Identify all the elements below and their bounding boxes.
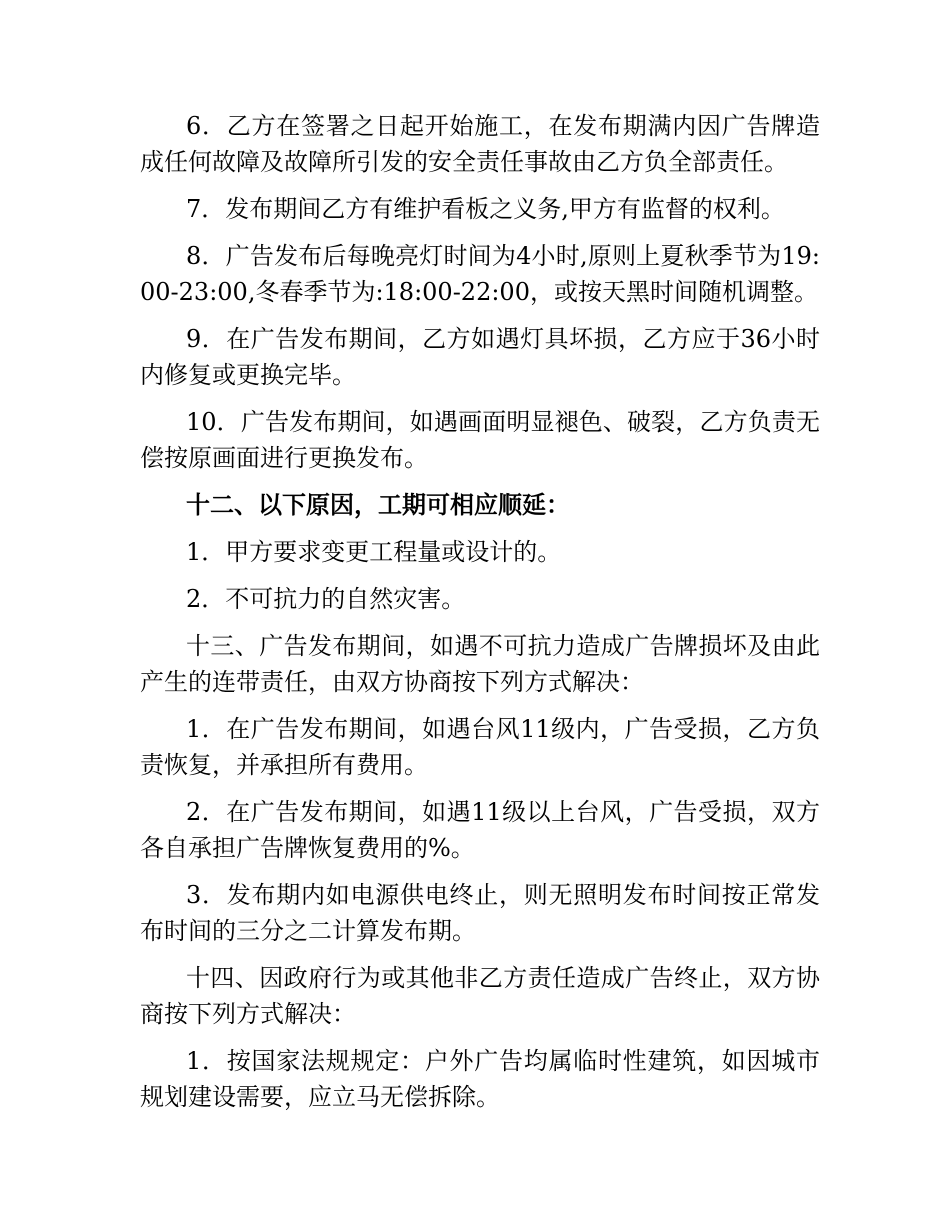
clause-10-paragraph: 10．广告发布期间，如遇画面明显褪色、破裂，乙方负责无偿按原画面进行更换发布。 (140, 408, 820, 472)
clause-8-paragraph: 8．广告发布后每晚亮灯时间为4小时,原则上夏秋季节为19:00-23:00,冬春季节为:18:00-22:00，或按天黑时间随机调整。 (140, 242, 820, 306)
clause-7-paragraph: 7．发布期间乙方有维护看板之义务,甲方有监督的权利。 (186, 195, 785, 223)
document-page (140, 108, 820, 1126)
section-12-item-2: 2．不可抗力的自然灾害。 (186, 585, 466, 613)
section-12-item-1: 1．甲方要求变更工程量或设计的。 (186, 538, 562, 566)
section-13-item-2: 2．在广告发布期间，如遇11级以上台风，广告受损，双方各自承担广告牌恢复费用的%。 (140, 798, 820, 862)
clause-6-paragraph: 6．乙方在签署之日起开始施工，在发布期满内因广告牌造成任何故障及故障所引发的安全责任事故由乙方负全部责任。 (140, 112, 820, 176)
section-13-item-3: 3．发布期内如电源供电终止，则无照明发布时间按正常发布时间的三分之二计算发布期。 (140, 881, 820, 945)
clause-9-paragraph: 9．在广告发布期间，乙方如遇灯具坏损，乙方应于36小时内修复或更换完毕。 (140, 325, 820, 389)
section-14-item-1: 1．按国家法规规定：户外广告均属临时性建筑，如因城市规划建设需要，应立马无偿拆除。 (140, 1047, 820, 1111)
section-13-item-1: 1．在广告发布期间，如遇台风11级内，广告受损，乙方负责恢复，并承担所有费用。 (140, 715, 820, 779)
section-14-paragraph: 十四、因政府行为或其他非乙方责任造成广告终止，双方协商按下列方式解决： (140, 964, 820, 1028)
section-13-paragraph: 十三、广告发布期间，如遇不可抗力造成广告牌损坏及由此产生的连带责任，由双方协商按下列方式解决： (140, 632, 820, 696)
section-12-heading: 十二、以下原因，工期可相应顺延： (186, 490, 570, 519)
